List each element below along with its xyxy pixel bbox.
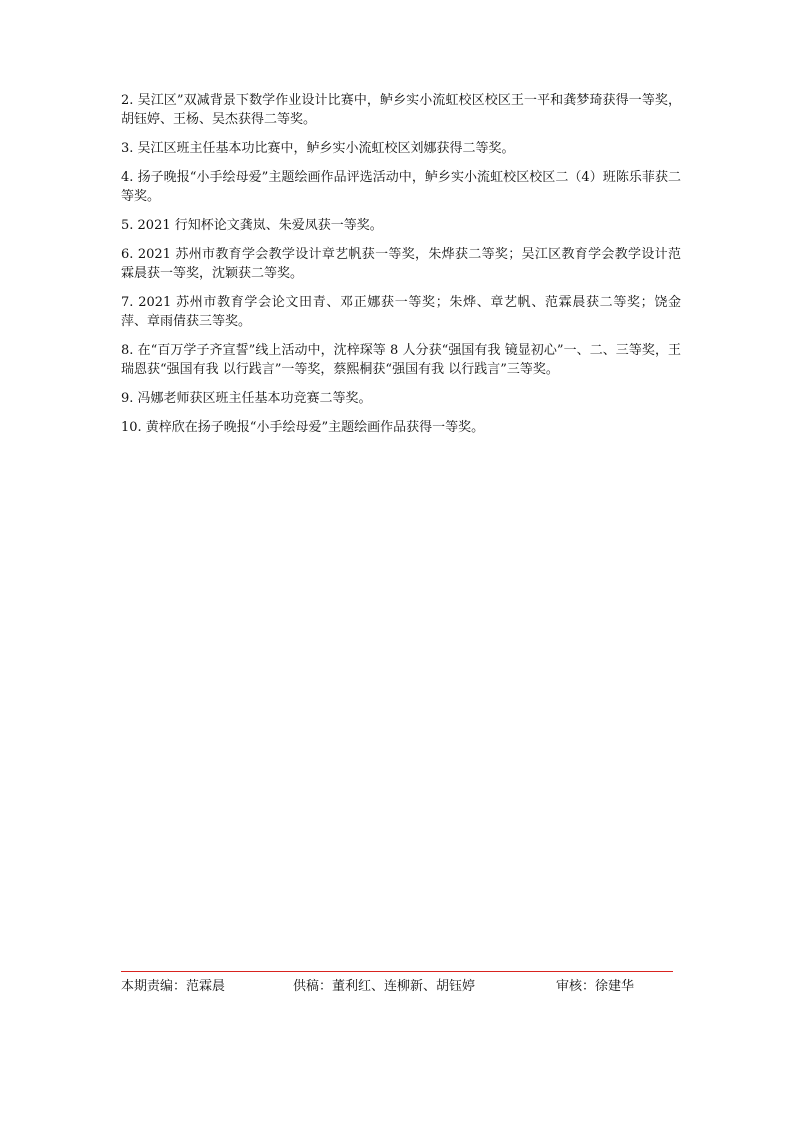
award-item-4: 4. 扬子晚报“小手绘母爱”主题绘画作品评选活动中，鲈乡实小流虹校区校区二（4）班陈乐菲获二等奖。 bbox=[121, 170, 681, 204]
award-item-10: 10. 黄梓欣在扬子晚报“小手绘母爱”主题绘画作品获得一等奖。 bbox=[121, 420, 485, 435]
award-item-5: 5. 2021 行知杯论文龚岚、朱爱凤获一等奖。 bbox=[121, 218, 383, 233]
award-item-7: 7. 2021 苏州市教育学会论文田青、邓正娜获一等奖；朱烨、章艺帆、范霖晨获二等奖；饶金萍、章雨倩获三等奖。 bbox=[121, 295, 681, 329]
footer bbox=[0, 978, 793, 998]
award-item-3: 3. 吴江区班主任基本功比赛中，鲈乡实小流虹校区刘娜获得二等奖。 bbox=[121, 141, 515, 156]
footer-contributors: 供稿：董利红、连柳新、胡钰婷 bbox=[293, 979, 476, 994]
award-item-2: 2. 吴江区”双减背景下数学作业设计比赛中，鲈乡实小流虹校区校区王一平和龚梦琦获得一等奖，胡钰婷、王杨、吴杰获得二等奖。 bbox=[121, 93, 681, 127]
award-item-6: 6. 2021 苏州市教育学会教学设计章艺帆获一等奖，朱烨获二等奖；吴江区教育学会教学设计范霖晨获一等奖，沈颖获二等奖。 bbox=[121, 247, 681, 281]
award-list bbox=[121, 91, 681, 447]
award-item-9: 9. 冯娜老师获区班主任基本功竞赛二等奖。 bbox=[121, 391, 372, 406]
footer-reviewer: 审核：徐建华 bbox=[556, 979, 635, 994]
footer-divider bbox=[121, 971, 673, 972]
award-item-8: 8. 在“百万学子齐宣誓”线上活动中，沈梓琛等 8 人分获“强国有我 镜显初心”一、二、三等奖，王瑞恩获“强国有我 以行践言”一等奖，蔡熙桐获“强国有我 以行践言”三等奖。 bbox=[121, 343, 681, 377]
footer-editor: 本期责编：范霖晨 bbox=[121, 979, 226, 994]
